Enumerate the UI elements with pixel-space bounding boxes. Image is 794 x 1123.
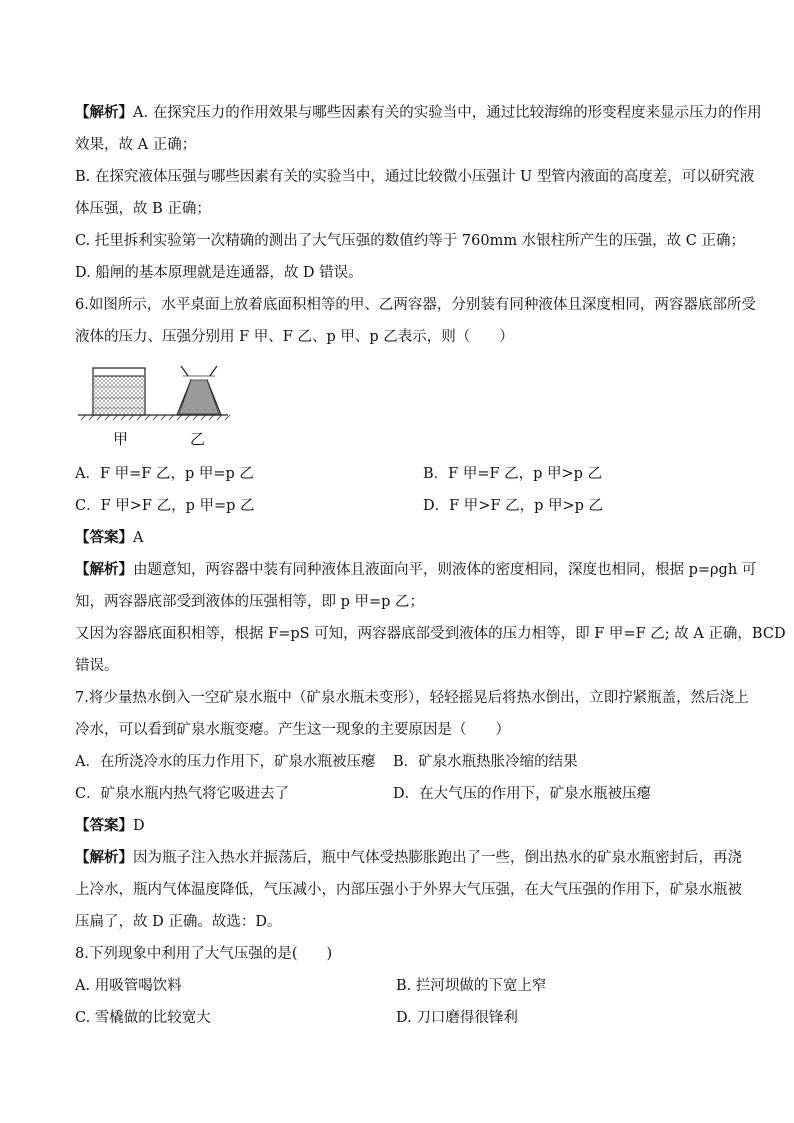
- analysis-text: 由题意知，两容器中装有同种液体且液面向平，则液体的密度相同，深度也相同，根据 p=ρgh 可: [133, 562, 757, 578]
- q6-answer: [75, 529, 143, 547]
- answer-value: A: [133, 530, 144, 546]
- q6-option-b: B．F 甲=F 乙，p 甲>p 乙: [423, 466, 603, 482]
- q5-analysis-line-1: [75, 104, 762, 122]
- analysis-tag: 【解析】: [75, 104, 133, 121]
- q7-answer: [75, 817, 145, 835]
- q8-option-c: C. 雪橇做的比较宽大: [75, 1010, 211, 1026]
- analysis-tag: 【解析】: [75, 561, 133, 578]
- q5-analysis-line-4: 体压强，故 B 正确；: [75, 201, 211, 217]
- q6-option-d: D．F 甲>F 乙，p 甲>p 乙: [423, 498, 604, 514]
- q7-option-d: D．在大气压的作用下，矿泉水瓶被压瘪: [393, 786, 652, 802]
- q5-analysis-line-2: 效果，故 A 正确；: [75, 137, 197, 153]
- q6-analysis-line-3: 又因为容器底面积相等，根据 F=pS 可知，两容器底部受到液体的压力相等，即 F 甲=F 乙; 故 A 正确，BCD: [75, 626, 786, 642]
- analysis-text: A. 在探究压力的作用效果与哪些因素有关的实验当中，通过比较海绵的形变程度来显示压力的作用: [133, 105, 762, 121]
- q8-option-b: B. 拦河坝做的下宽上窄: [396, 978, 547, 994]
- label-yi: 乙: [190, 430, 206, 448]
- q6-stem-line-1: 6.如图所示，水平桌面上放着底面积相等的甲、乙两容器，分别装有同种液体且深度相同，两容器底部所受: [75, 297, 756, 313]
- q8-stem: 8.下列现象中利用了大气压强的是( ): [75, 946, 333, 962]
- q6-option-c: C．F 甲>F 乙，p 甲=p 乙: [75, 498, 255, 514]
- liquid-b: [179, 380, 219, 414]
- q7-analysis-line-1: [75, 849, 742, 867]
- answer-tag: 【答案】: [75, 817, 133, 834]
- q7-option-c: C．矿泉水瓶内热气将它吸进去了: [75, 786, 290, 802]
- q7-option-a: A．在所浇冷水的压力作用下，矿泉水瓶被压瘪: [75, 754, 376, 770]
- answer-tag: 【答案】: [75, 529, 133, 546]
- q5-analysis-line-3: B. 在探究液体压强与哪些因素有关的实验当中，通过比较微小压强计 U 型管内液面的高度差，可以研究液: [75, 169, 755, 185]
- q7-option-b: B．矿泉水瓶热胀冷缩的结果: [393, 754, 578, 770]
- table-hatching: [81, 415, 230, 420]
- q6-analysis-line-2: 知，两容器底部受到液体的压强相等，即 p 甲=p 乙；: [75, 594, 425, 610]
- q5-analysis-line-5: C. 托里拆利实验第一次精确的测出了大气压强的数值约等于 760mm 水银柱所产生的压强，故 C 正确；: [75, 233, 745, 249]
- q6-containers-figure: [73, 358, 233, 448]
- analysis-tag: 【解析】: [75, 849, 133, 866]
- q8-option-d: D. 刀口磨得很锋利: [396, 1010, 518, 1026]
- q8-option-a: A. 用吸管喝饮料: [75, 978, 182, 994]
- q7-analysis-line-2: 上冷水，瓶内气体温度降低，气压减小，内部压强小于外界大气压强，在大气压强的作用下，矿泉水瓶被: [75, 882, 742, 898]
- q6-stem-line-2: 液体的压力、压强分别用 F 甲、F 乙、p 甲、p 乙表示，则（ ）: [75, 329, 514, 345]
- q7-stem-line-2: 冷水，可以看到矿泉水瓶变瘪。产生这一现象的主要原因是（ ）: [75, 722, 510, 738]
- q7-analysis-line-3: 压扁了，故 D 正确。故选：D。: [75, 914, 282, 930]
- q6-option-a: A．F 甲=F 乙，p 甲=p 乙: [75, 466, 254, 482]
- liquid-a: [94, 376, 144, 414]
- containers-diagram: [73, 358, 233, 448]
- q6-analysis-line-1: [75, 561, 756, 579]
- q6-analysis-line-4: 错误。: [75, 658, 119, 674]
- label-jia: 甲: [113, 430, 129, 448]
- q7-stem-line-1: 7.将少量热水倒入一空矿泉水瓶中（矿泉水瓶未变形），轻轻摇晃后将热水倒出，立即拧紧瓶盖，然后浇上: [75, 690, 749, 706]
- q5-analysis-line-6: D. 船闸的基本原理就是连通器，故 D 错误。: [75, 265, 363, 281]
- answer-value: D: [133, 818, 145, 834]
- analysis-text: 因为瓶子注入热水并振荡后，瓶中气体受热膨胀跑出了一些，倒出热水的矿泉水瓶密封后，再浇: [133, 850, 742, 866]
